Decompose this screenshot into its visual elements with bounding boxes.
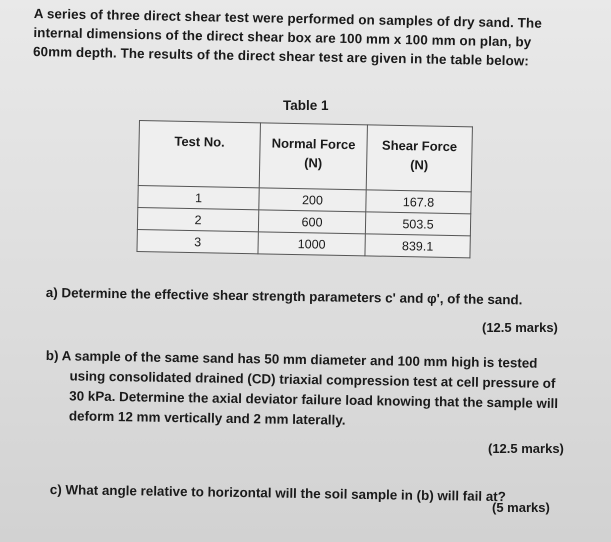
cell-test-no: 2 [137,207,258,231]
table-header-row [138,121,472,192]
header-test-no: Test No. [138,121,260,188]
intro-paragraph [33,4,582,72]
question-a [46,283,586,311]
question-b [45,346,596,435]
question-b-marks: (12.5 marks) [488,441,564,456]
results-table [136,120,472,258]
cell-test-no: 1 [138,185,259,209]
table-title: Table 1 [283,98,329,113]
cell-shear-force: 839.1 [365,234,470,258]
question-a-text: a) Determine the effective shear strength parameters c' and φ', of the sand. [45,284,523,308]
intro-line: internal dimensions of the direct shear box are 100 mm x 100 mm on plan, by [33,24,532,50]
question-a-marks: (12.5 marks) [482,320,558,335]
intro-line: A series of three direct shear test were performed on samples of dry sand. The [33,5,542,31]
intro-line: 60mm depth. The results of the direct shear test are given in the table below: [32,43,530,69]
question-b-text: b) A sample of the same sand has 50 mm diameter and 100 mm high is tested [45,347,538,371]
question-b-text: deform 12 mm vertically and 2 mm laterally. [68,408,346,428]
cell-shear-force: 503.5 [365,212,470,236]
cell-test-no: 3 [137,229,258,253]
cell-normal-force: 1000 [258,232,365,256]
question-b-text: 30 kPa. Determine the axial deviator failure load knowing that the sample will [69,388,559,412]
cell-normal-force: 200 [259,188,366,212]
cell-normal-force: 600 [258,210,365,234]
header-normal-force: Normal Force (N) [259,123,367,190]
question-c-marks: (5 marks) [492,500,550,515]
header-shear-force: Shear Force (N) [366,125,472,192]
question-c-text: c) What angle relative to horizontal will the soil sample in (b) will fail at? [49,481,507,505]
question-b-text: using consolidated drained (CD) triaxial compression test at cell pressure of [69,368,556,392]
cell-shear-force: 167.8 [366,190,471,214]
